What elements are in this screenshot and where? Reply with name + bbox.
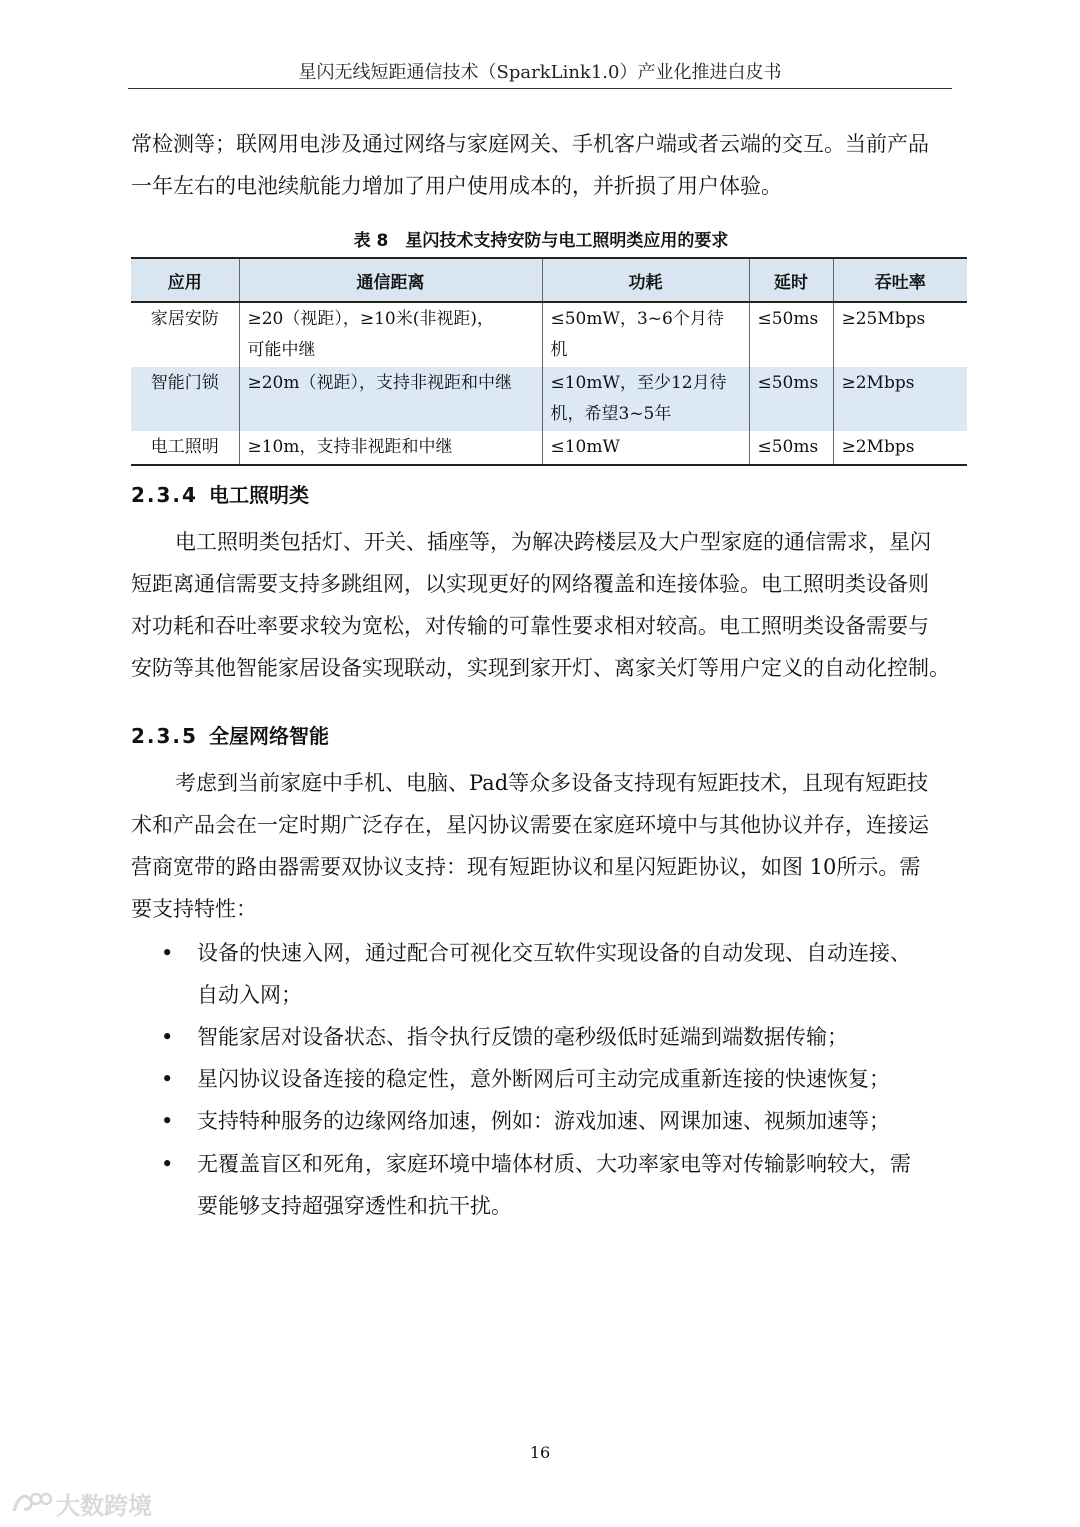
paragraph-line: 电工照明类包括灯、开关、插座等，为解决跨楼层及大户型家庭的通信需求，星闪: [175, 530, 931, 554]
cell-application: 电工照明: [131, 431, 239, 465]
intro-paragraph: [131, 123, 951, 207]
bullet-icon: •: [161, 941, 174, 965]
bullet-icon: •: [161, 1025, 174, 1049]
section-title: 全屋网络智能: [209, 724, 329, 748]
table-row: [131, 431, 967, 465]
cell-line: ≤50mW，3~6个月待机: [550, 309, 724, 360]
cell-throughput: ≥2Mbps: [833, 431, 967, 465]
column-header: 功耗: [542, 258, 749, 302]
cell-distance: [239, 367, 542, 431]
cell-line: ≤10mW，至少12月待: [550, 373, 727, 393]
paragraph-line: 一年左右的电池续航能力增加了用户使用成本的，并折损了用户体验。: [131, 174, 782, 198]
list-item: [131, 1143, 951, 1227]
section-heading-2-3-4: [131, 479, 309, 508]
bullet-icon: •: [161, 1067, 174, 1091]
cell-latency: ≤50ms: [749, 367, 833, 431]
page-number: 16: [529, 1443, 551, 1462]
header-divider: [128, 88, 952, 89]
list-item-line: 要能够支持超强穿透性和抗干扰。: [197, 1194, 512, 1218]
list-item-line: 设备的快速入网，通过配合可视化交互软件实现设备的自动发现、自动连接、: [197, 941, 911, 965]
cell-application: 智能门锁: [131, 367, 239, 431]
paragraph-line: 短距离通信需要支持多跳组网，以实现更好的网络覆盖和连接体验。电工照明类设备则: [131, 572, 929, 596]
cell-latency: ≤50ms: [749, 302, 833, 367]
paragraph-line: 要支持特性：: [131, 897, 257, 921]
cell-line: ≥20m（视距），支持非视距和中继: [247, 373, 512, 393]
paragraph-line: 对功耗和吞吐率要求较为宽松，对传输的可靠性要求相对较高。电工照明类设备需要与: [131, 614, 929, 638]
table-row: [131, 302, 967, 367]
page-header: 星闪无线短距通信技术（SparkLink1.0）产业化推进白皮书: [298, 62, 782, 83]
cell-distance: [239, 431, 542, 465]
logo-icon: [10, 1489, 52, 1517]
cell-power: [542, 431, 749, 465]
list-item: [131, 1100, 951, 1142]
table-caption: 表 8 星闪技术支持安防与电工照明类应用的要求: [353, 231, 729, 251]
cell-distance: [239, 302, 542, 367]
paragraph-line: 营商宽带的路由器需要双协议支持：现有短距协议和星闪短距协议，如图 10所示。需: [131, 855, 921, 879]
watermark: [10, 1488, 152, 1518]
list-item-line: 无覆盖盲区和死角，家庭环境中墙体材质、大功率家电等对传输影响较大，需: [197, 1152, 911, 1176]
list-item-line: 智能家居对设备状态、指令执行反馈的毫秒级低时延端到端数据传输；: [197, 1025, 848, 1049]
table-row: [131, 367, 967, 431]
cell-throughput: ≥2Mbps: [833, 367, 967, 431]
table-header-row: [131, 258, 967, 302]
section-number: 2.3.4: [131, 483, 198, 507]
column-header: 延时: [749, 258, 833, 302]
bullet-icon: •: [161, 1109, 174, 1133]
list-item-line: 支持特种服务的边缘网络加速，例如：游戏加速、网课加速、视频加速等；: [197, 1109, 890, 1133]
cell-latency: ≤50ms: [749, 431, 833, 465]
section-number: 2.3.5: [131, 724, 198, 748]
list-item-line: 星闪协议设备连接的稳定性，意外断网后可主动完成重新连接的快速恢复；: [197, 1067, 890, 1091]
column-header: 吞吐率: [833, 258, 967, 302]
list-item-line: 自动入网；: [197, 983, 302, 1007]
cell-line: 机，希望3~5年: [550, 404, 672, 424]
section-2-3-5-paragraph: [131, 762, 951, 930]
section-title: 电工照明类: [209, 483, 309, 507]
cell-line: ≥20（视距），≥10米(非视距)，: [247, 309, 495, 329]
list-item: [131, 932, 951, 1016]
list-item: [131, 1016, 951, 1058]
section-2-3-4-paragraph: [131, 521, 951, 689]
column-header: 应用: [131, 258, 239, 302]
cell-application: 家居安防: [131, 302, 239, 367]
cell-power: [542, 302, 749, 367]
paragraph-line: 考虑到当前家庭中手机、电脑、Pad等众多设备支持现有短距技术，且现有短距技: [175, 771, 929, 795]
cell-line: 可能中继: [247, 340, 316, 360]
bullet-icon: •: [161, 1152, 174, 1176]
cell-line: ≤10mW: [550, 437, 620, 457]
requirements-table: [131, 257, 967, 466]
column-header: 通信距离: [239, 258, 542, 302]
cell-power: [542, 367, 749, 431]
cell-line: ≥10m，支持非视距和中继: [247, 437, 453, 457]
cell-throughput: ≥25Mbps: [833, 302, 967, 367]
section-heading-2-3-5: [131, 720, 329, 749]
paragraph-line: 术和产品会在一定时期广泛存在，星闪协议需要在家庭环境中与其他协议并存，连接运: [131, 813, 929, 837]
paragraph-line: 常检测等；联网用电涉及通过网络与家庭网关、手机客户端或者云端的交互。当前产品: [131, 132, 929, 156]
paragraph-line: 安防等其他智能家居设备实现联动，实现到家开灯、离家关灯等用户定义的自动化控制。: [131, 656, 950, 680]
list-item: [131, 1058, 951, 1100]
watermark-text: 大数跨境: [56, 1491, 152, 1520]
